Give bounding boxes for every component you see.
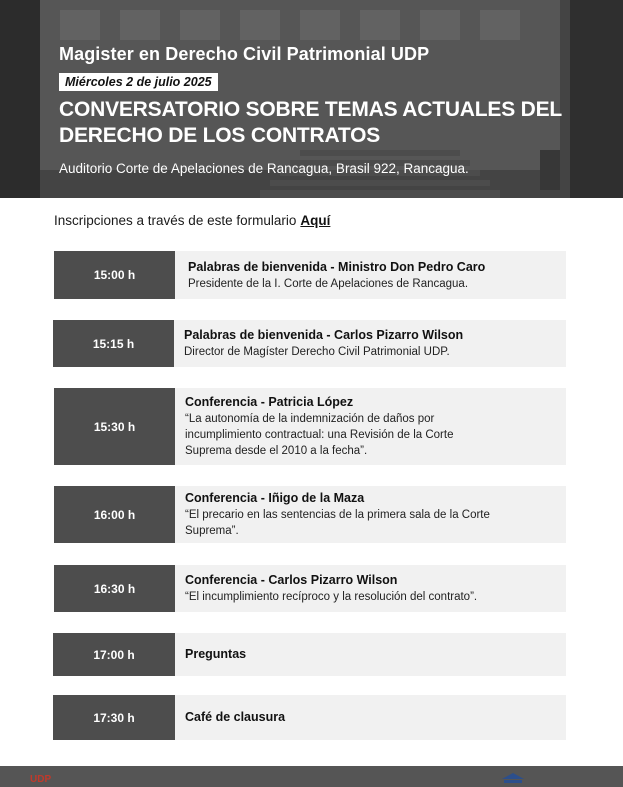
registration-link[interactable]: Aquí bbox=[300, 213, 331, 228]
schedule-row bbox=[53, 633, 566, 676]
program-name: Magister en Derecho Civil Patrimonial UDP bbox=[59, 44, 430, 64]
schedule-description bbox=[174, 320, 463, 367]
udp-logo: UDP bbox=[30, 774, 52, 785]
schedule-description bbox=[175, 695, 285, 740]
schedule-time: 15:15 h bbox=[53, 320, 174, 367]
schedule-text: incumplimiento contractual: una Revisión de la Corte bbox=[185, 429, 454, 441]
schedule-description bbox=[175, 486, 490, 543]
schedule-text: Suprema”. bbox=[185, 525, 239, 537]
schedule-time: 17:00 h bbox=[53, 633, 175, 676]
schedule-title: Café de clausura bbox=[185, 710, 286, 724]
registration-text: Inscripciones a través de este formulario bbox=[54, 213, 297, 228]
schedule-description bbox=[175, 633, 246, 676]
event-title-line-2: DERECHO DE LOS CONTRATOS bbox=[59, 124, 381, 147]
schedule-row bbox=[54, 565, 566, 612]
schedule-text: “El precario en las sentencias de la primera sala de la Corte bbox=[185, 509, 490, 521]
schedule-time: 15:30 h bbox=[54, 388, 175, 465]
institution-icon bbox=[500, 772, 526, 786]
schedule-description bbox=[175, 565, 477, 612]
schedule-row bbox=[54, 388, 566, 465]
schedule-row bbox=[54, 486, 566, 543]
schedule-time: 17:30 h bbox=[53, 695, 175, 740]
schedule-text: “La autonomía de la indemnización de daños por bbox=[185, 413, 435, 425]
schedule-description bbox=[175, 388, 453, 465]
footer-bar bbox=[0, 766, 623, 787]
event-title bbox=[59, 97, 603, 149]
schedule-title: Palabras de bienvenida - Ministro Don Pedro Caro bbox=[188, 259, 486, 274]
schedule-title: Conferencia - Carlos Pizarro Wilson bbox=[185, 573, 398, 587]
registration-line bbox=[54, 213, 330, 228]
event-date: Miércoles 2 de julio 2025 bbox=[59, 73, 218, 91]
schedule-title: Preguntas bbox=[185, 647, 247, 661]
schedule-time: 15:00 h bbox=[54, 251, 175, 299]
schedule-row bbox=[53, 320, 566, 367]
schedule-text: “El incumplimiento recíproco y la resolución del contrato”. bbox=[185, 591, 478, 603]
schedule-row bbox=[53, 695, 566, 740]
schedule-row bbox=[54, 251, 566, 299]
schedule-text: Suprema desde el 2010 a la fecha”. bbox=[185, 445, 368, 457]
schedule-text: Presidente de la I. Corte de Apelaciones de Rancagua. bbox=[188, 277, 469, 290]
schedule-time: 16:30 h bbox=[54, 565, 175, 612]
schedule-time: 16:00 h bbox=[54, 486, 175, 543]
schedule-description bbox=[175, 251, 485, 299]
schedule-title: Palabras de bienvenida - Carlos Pizarro Wilson bbox=[184, 328, 464, 342]
schedule-text: Director de Magíster Derecho Civil Patrimonial UDP. bbox=[184, 346, 450, 358]
hero-content bbox=[59, 44, 603, 176]
event-title-line-1: CONVERSATORIO SOBRE TEMAS ACTUALES DEL bbox=[59, 98, 563, 121]
schedule-title: Conferencia - Patricia López bbox=[185, 395, 354, 409]
event-location: Auditorio Corte de Apelaciones de Rancagua, Brasil 922, Rancagua. bbox=[59, 161, 469, 176]
schedule-title: Conferencia - Iñigo de la Maza bbox=[185, 491, 365, 505]
hero-banner bbox=[0, 0, 623, 198]
